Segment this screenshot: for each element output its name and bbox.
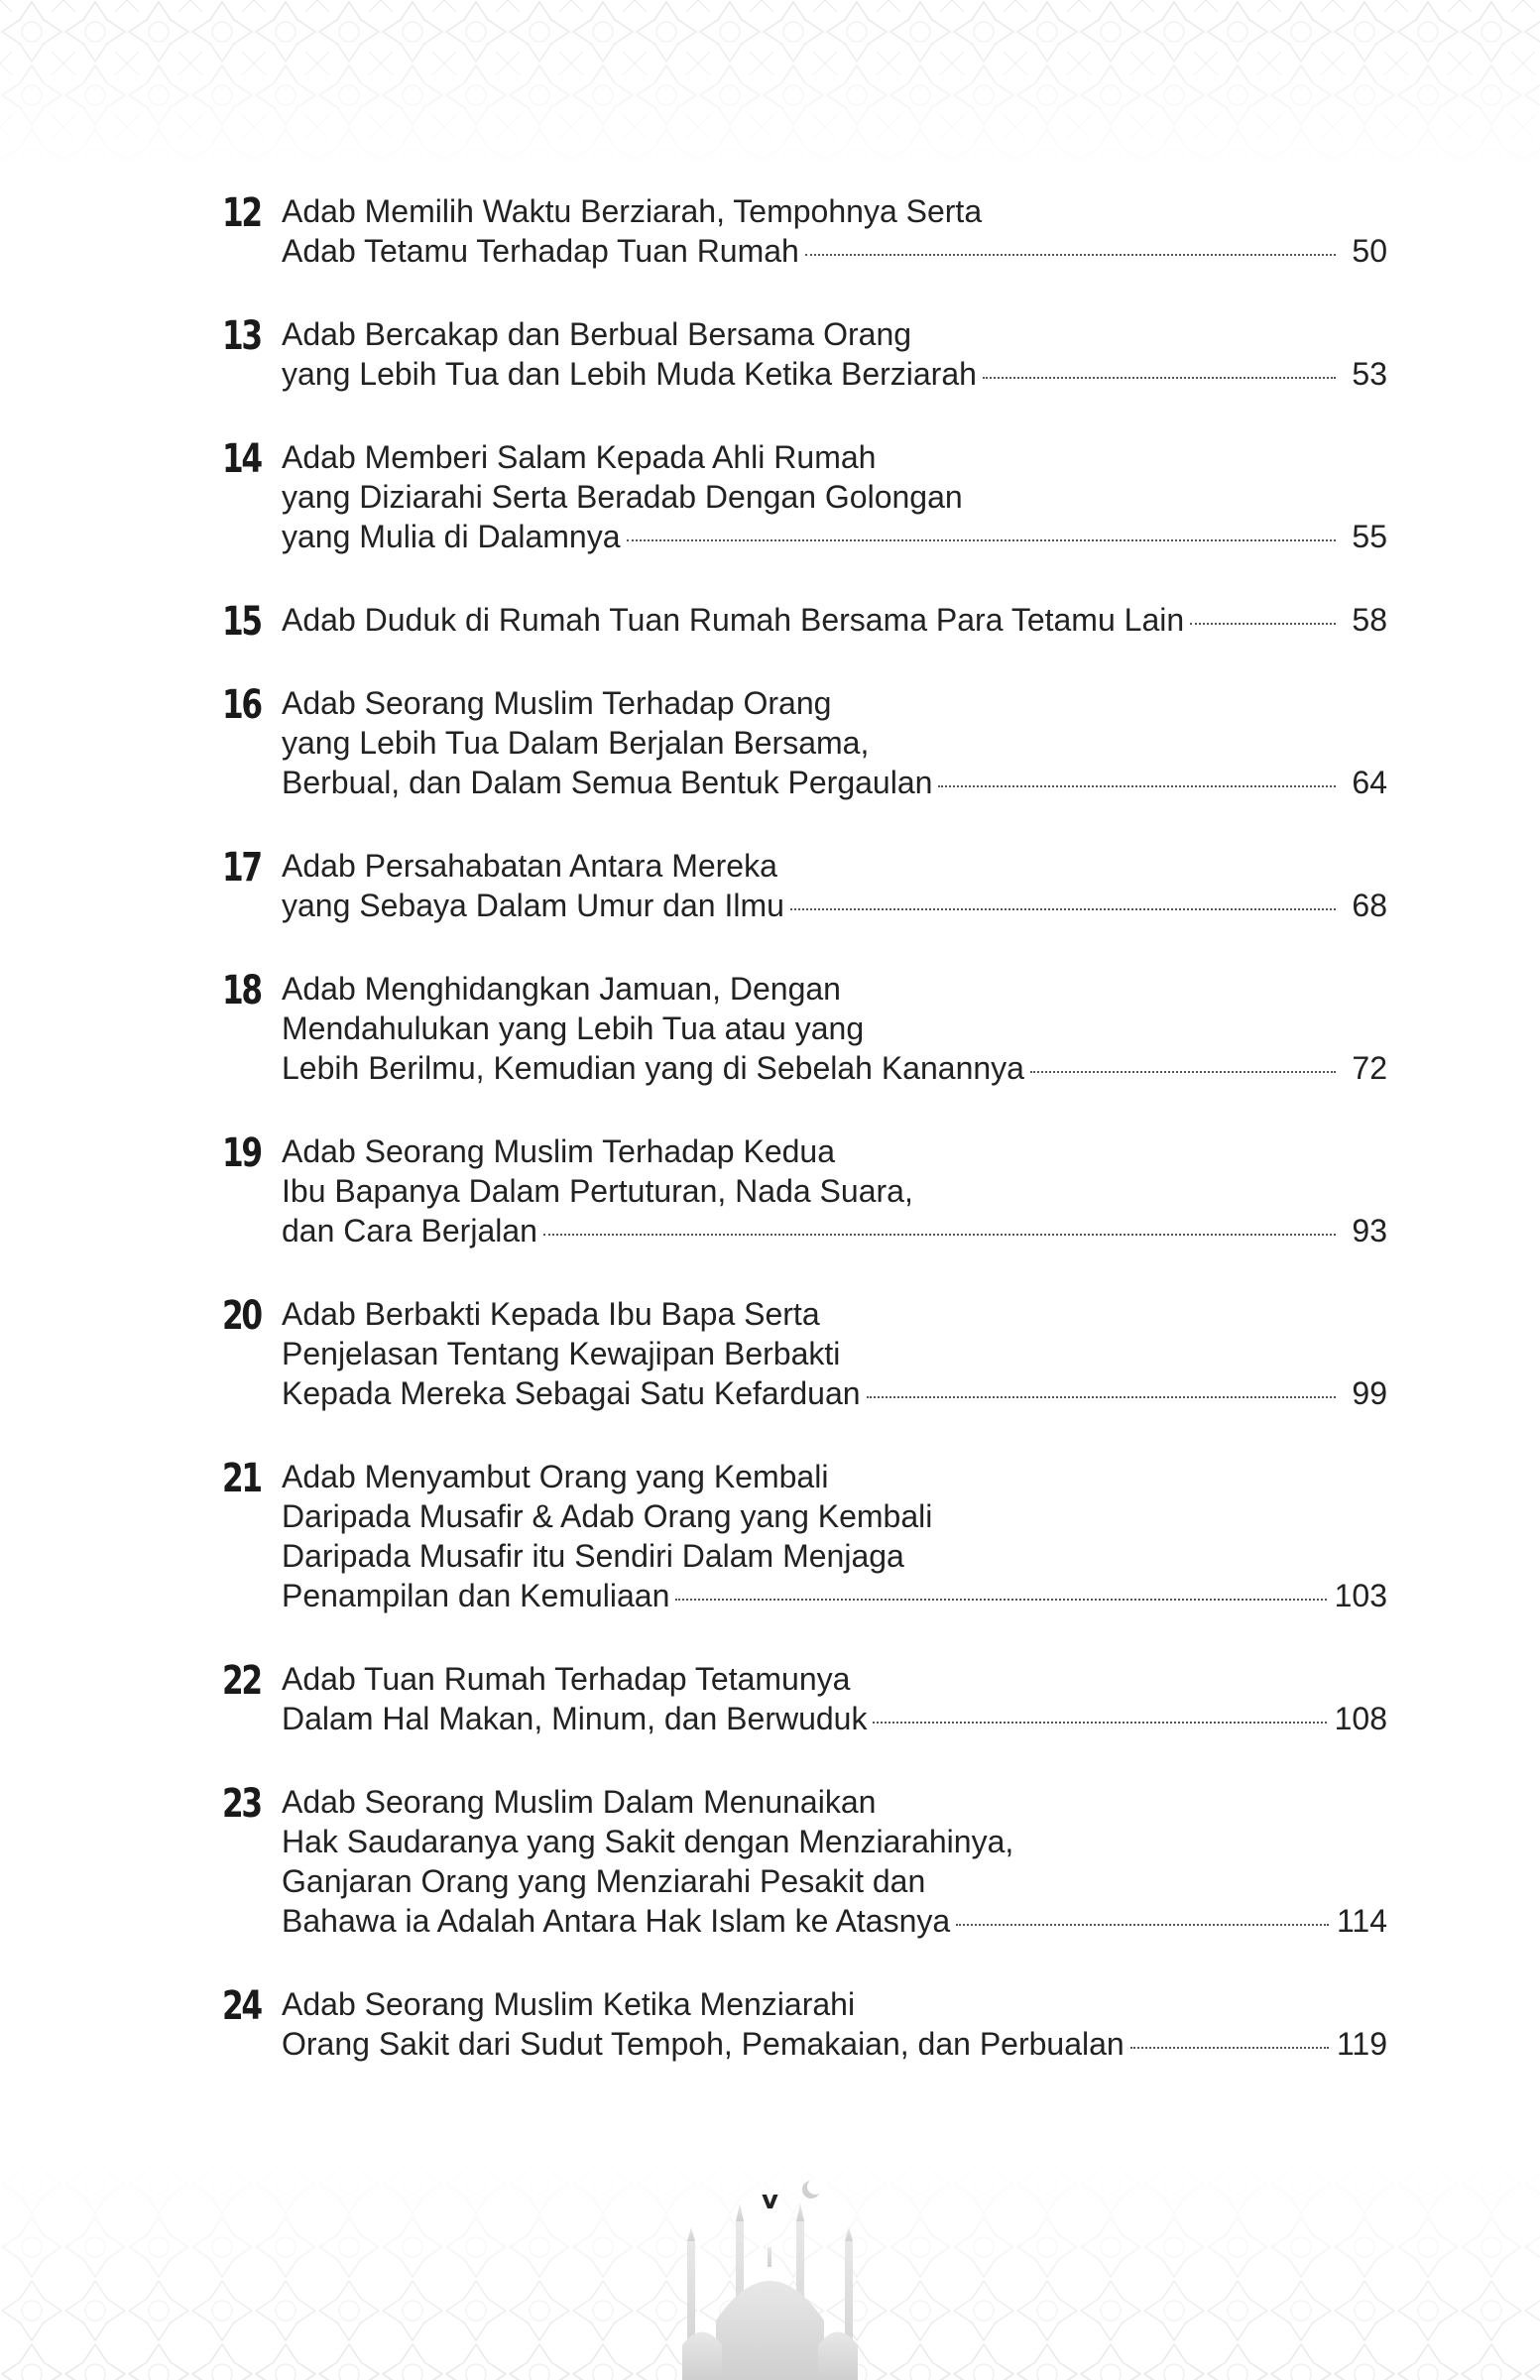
dot-leader [805, 254, 1336, 256]
dot-leader [956, 1924, 1329, 1926]
chapter-number: 22 [222, 1658, 261, 1704]
chapter-title-text: Penampilan dan Kemuliaan [282, 1578, 670, 1613]
toc-entry[interactable] [222, 1131, 1387, 1250]
chapter-title-line: Hak Saudaranya yang Sakit dengan Menziarahinya, [282, 1824, 1014, 1859]
chapter-title-text: yang Sebaya Dalam Umur dan Ilmu [282, 888, 784, 923]
table-of-contents [222, 191, 1387, 2107]
toc-entry[interactable] [222, 969, 1387, 1088]
dot-leader [873, 1722, 1326, 1724]
chapter-title-line [282, 886, 1387, 925]
dot-leader [983, 377, 1336, 379]
page-ref: 119 [1336, 2026, 1387, 2062]
page-ref: 64 [1352, 765, 1387, 800]
dot-leader [867, 1396, 1336, 1398]
chapter-title-text: Bahawa ia Adalah Antara Hak Islam ke Atasnya [282, 1903, 951, 1939]
chapter-title-line: Daripada Musafir itu Sendiri Dalam Menjaga [282, 1538, 904, 1574]
chapter-title-line: Ganjaran Orang yang Menziarahi Pesakit dan [282, 1863, 926, 1899]
dot-leader [1130, 2047, 1329, 2049]
geometric-pattern-icon [0, 0, 1540, 178]
chapter-title-line [282, 1699, 1387, 1738]
chapter-title-line: Adab Tuan Rumah Terhadap Tetamunya [282, 1661, 851, 1697]
toc-entry[interactable] [222, 683, 1387, 802]
chapter-title-line: yang Diziarahi Serta Beradab Dengan Golongan [282, 479, 963, 515]
toc-entry[interactable] [222, 1294, 1387, 1413]
dot-leader [627, 539, 1337, 541]
chapter-title-line: Daripada Musafir & Adab Orang yang Kembali [282, 1498, 933, 1534]
chapter-number: 21 [222, 1456, 261, 1501]
toc-entry[interactable] [222, 437, 1387, 556]
chapter-title-line: Ibu Bapanya Dalam Pertuturan, Nada Suara, [282, 1173, 913, 1209]
chapter-title-line: Adab Memberi Salam Kepada Ahli Rumah [282, 439, 877, 475]
chapter-title-line: Adab Bercakap dan Berbual Bersama Orang [282, 316, 912, 352]
toc-entry[interactable] [222, 599, 1387, 645]
toc-entry[interactable] [222, 314, 1387, 394]
dot-leader [1030, 1071, 1336, 1073]
chapter-number: 12 [222, 190, 261, 236]
chapter-number: 18 [222, 968, 261, 1013]
page-ref: 99 [1352, 1375, 1387, 1411]
chapter-number: 23 [222, 1781, 261, 1827]
chapter-title-text: Lebih Berilmu, Kemudian yang di Sebelah Kanannya [282, 1050, 1024, 1086]
chapter-title-text: dan Cara Berjalan [282, 1213, 537, 1249]
page-ref: 114 [1336, 1903, 1387, 1939]
chapter-title-text: yang Lebih Tua dan Lebih Muda Ketika Berziarah [282, 356, 977, 392]
chapter-title-line [282, 517, 1387, 556]
chapter-title-text: Berbual, dan Dalam Semua Bentuk Pergaulan [282, 765, 933, 800]
chapter-title-text: Adab Tetamu Terhadap Tuan Rumah [282, 233, 799, 269]
chapter-title-line [282, 231, 1387, 271]
chapter-title-line [282, 1901, 1387, 1941]
chapter-number: 20 [222, 1293, 261, 1339]
chapter-number: 24 [222, 1983, 261, 2029]
chapter-title-text: Dalam Hal Makan, Minum, dan Berwuduk [282, 1701, 868, 1736]
chapter-title-line [282, 1576, 1387, 1615]
toc-entry[interactable] [222, 1457, 1387, 1615]
chapter-title-line [282, 600, 1387, 640]
toc-entry[interactable] [222, 1782, 1387, 1941]
page-ref: 68 [1352, 888, 1387, 923]
page-ref: 55 [1352, 519, 1387, 554]
chapter-title-line: Mendahulukan yang Lebih Tua atau yang [282, 1011, 865, 1046]
dot-leader [938, 785, 1336, 787]
chapter-title-line [282, 1373, 1387, 1413]
chapter-number: 14 [222, 436, 261, 482]
dot-leader [790, 908, 1336, 910]
chapter-title-line: Penjelasan Tentang Kewajipan Berbakti [282, 1336, 841, 1371]
chapter-title-line: Adab Persahabatan Antara Mereka [282, 848, 777, 884]
chapter-title-text: Adab Duduk di Rumah Tuan Rumah Bersama Para Tetamu Lain [282, 602, 1185, 638]
toc-entry[interactable] [222, 1659, 1387, 1738]
chapter-title-line: Adab Seorang Muslim Terhadap Kedua [282, 1133, 835, 1169]
chapter-title-line [282, 354, 1387, 394]
chapter-number: 19 [222, 1130, 261, 1176]
chapter-title-line: Adab Memilih Waktu Berziarah, Tempohnya Serta [282, 193, 983, 229]
toc-entry[interactable] [222, 191, 1387, 271]
page-ref: 108 [1334, 1701, 1387, 1736]
chapter-title-line: Adab Berbakti Kepada Ibu Bapa Serta [282, 1296, 820, 1332]
page-ref: 93 [1352, 1213, 1387, 1249]
chapter-title-text: Orang Sakit dari Sudut Tempoh, Pemakaian, dan Perbualan [282, 2026, 1125, 2062]
chapter-title-line [282, 2024, 1387, 2064]
chapter-number: 16 [222, 682, 261, 728]
page-ref: 53 [1352, 356, 1387, 392]
page-ref: 72 [1352, 1050, 1387, 1086]
chapter-title-line: Adab Seorang Muslim Terhadap Orang [282, 685, 832, 721]
page-ref: 103 [1334, 1578, 1387, 1613]
chapter-title-line [282, 1048, 1387, 1088]
chapter-title-line [282, 1211, 1387, 1250]
page-number: v [762, 2186, 778, 2215]
chapter-number: 17 [222, 845, 261, 891]
dot-leader [675, 1599, 1326, 1601]
page-ref: 58 [1352, 602, 1387, 638]
chapter-number: 13 [222, 313, 261, 359]
chapter-title-line: yang Lebih Tua Dalam Berjalan Bersama, [282, 725, 870, 761]
chapter-title-line: Adab Seorang Muslim Dalam Menunaikan [282, 1784, 877, 1820]
chapter-number: 15 [222, 599, 261, 645]
chapter-title-text: Kepada Mereka Sebagai Satu Kefarduan [282, 1375, 861, 1411]
chapter-title-text: yang Mulia di Dalamnya [282, 519, 621, 554]
chapter-title-line: Adab Menghidangkan Jamuan, Dengan [282, 971, 841, 1007]
dot-leader [543, 1234, 1336, 1236]
chapter-title-line [282, 763, 1387, 802]
chapter-title-line: Adab Seorang Muslim Ketika Menziarahi [282, 1986, 856, 2022]
toc-entry[interactable] [222, 846, 1387, 925]
dot-leader [1190, 623, 1336, 625]
page-ref: 50 [1352, 233, 1387, 269]
toc-entry[interactable] [222, 1984, 1387, 2064]
chapter-title-line: Adab Menyambut Orang yang Kembali [282, 1459, 829, 1494]
